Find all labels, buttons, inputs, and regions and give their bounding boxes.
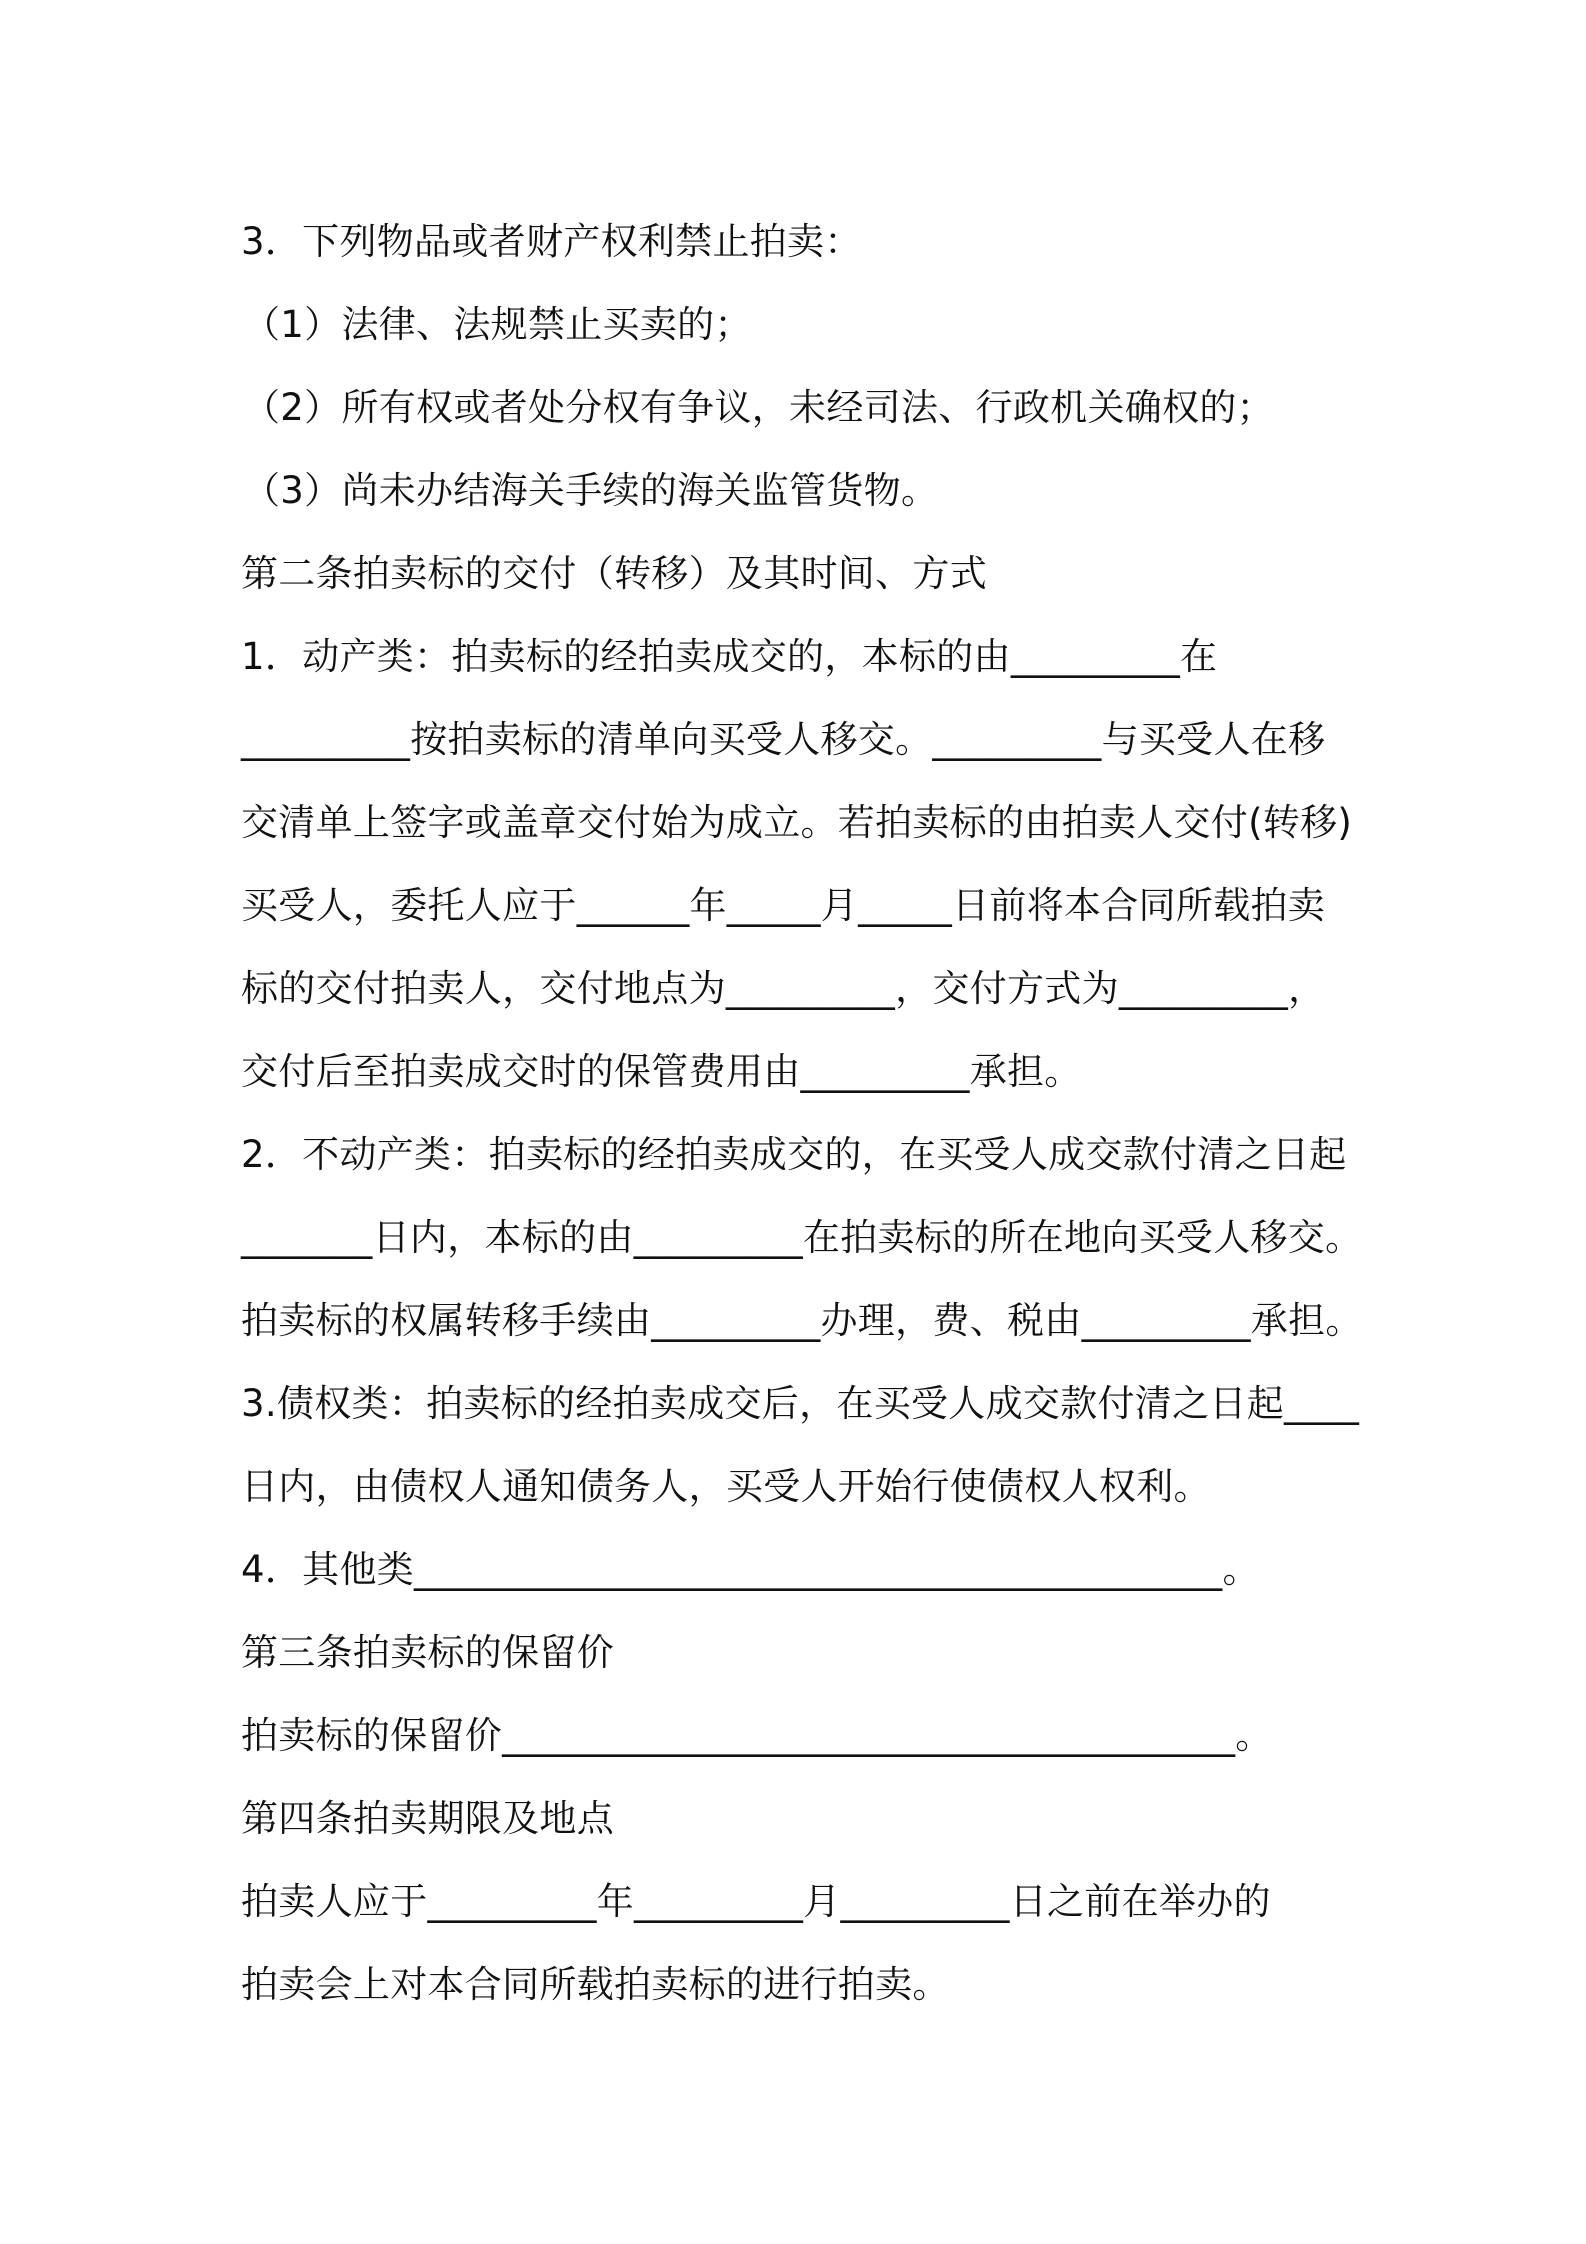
creditor-rights-line-2: 日内，由债权人通知债务人，买受人开始行使债权人权利。 (241, 1465, 1211, 1508)
auction-deadline-line-2: 拍卖会上对本合同所载拍卖标的进行拍卖。 (241, 1963, 950, 2006)
reserve-price-line: 拍卖标的保留价_______________________________________。 (241, 1714, 1273, 1757)
movable-property-line-1: 1．动产类：拍卖标的经拍卖成交的，本标的由_________在 (241, 635, 1218, 678)
movable-property-line-6: 交付后至拍卖成交时的保管费用由_________承担。 (241, 1050, 1082, 1093)
article-2-heading: 第二条拍卖标的交付（转移）及其时间、方式 (241, 552, 987, 595)
creditor-rights-line-1: 3.债权类：拍卖标的经拍卖成交后，在买受人成交款付清之日起____ (241, 1382, 1360, 1425)
real-estate-line-2: _______日内，本标的由_________在拍卖标的所在地向买受人移交。 (241, 1216, 1363, 1259)
movable-property-line-5: 标的交付拍卖人，交付地点为_________，交付方式为_________， (241, 967, 1326, 1010)
clause-item-3-heading: 3．下列物品或者财产权利禁止拍卖： (241, 220, 862, 263)
prohibited-item-3: （3）尚未办结海关手续的海关监管货物。 (243, 469, 939, 512)
other-category-line: 4．其他类___________________________________________。 (241, 1548, 1260, 1591)
article-3-heading: 第三条拍卖标的保留价 (241, 1631, 614, 1674)
movable-property-line-3: 交清单上签字或盖章交付始为成立。若拍卖标的由拍卖人交付(转移) (241, 801, 1353, 844)
auction-deadline-line-1: 拍卖人应于_________年_________月_________日之前在举办的 (241, 1880, 1271, 1923)
prohibited-item-2: （2）所有权或者处分权有争议，未经司法、行政机关确权的； (243, 386, 1274, 429)
real-estate-line-3: 拍卖标的权属转移手续由_________办理，费、税由_________承担。 (241, 1299, 1363, 1342)
movable-property-line-4: 买受人，委托人应于______年_____月_____日前将本合同所载拍卖 (241, 884, 1326, 927)
document-body (241, 200, 1381, 2026)
article-4-heading: 第四条拍卖期限及地点 (241, 1797, 614, 1840)
movable-property-line-2: _________按拍卖标的清单向买受人移交。_________与买受人在移 (241, 718, 1326, 761)
real-estate-line-1: 2．不动产类：拍卖标的经拍卖成交的，在买受人成交款付清之日起 (241, 1133, 1347, 1176)
prohibited-item-1: （1）法律、法规禁止买卖的； (243, 303, 752, 346)
